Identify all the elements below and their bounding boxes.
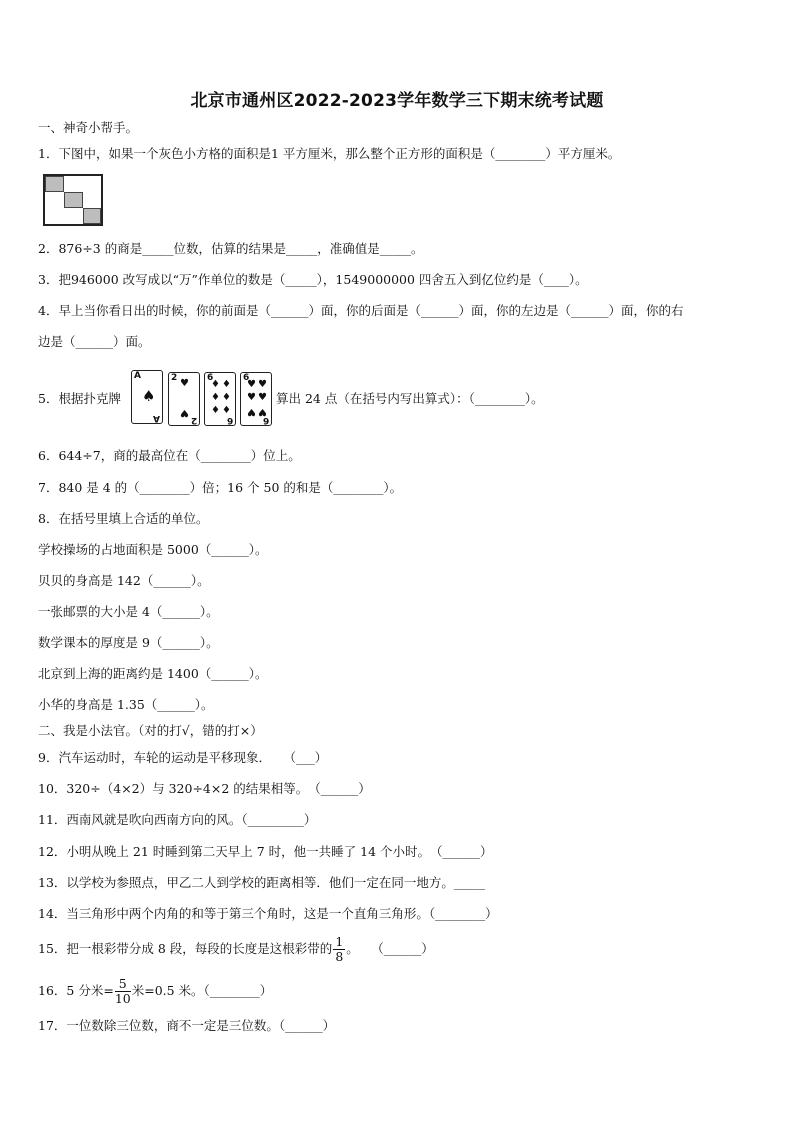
question-16-answer: 米=0.5 米。（________） bbox=[131, 983, 273, 998]
question-14: 14．当三角形中两个内角的和等于第三个角时，这是一个直角三角形。（________） bbox=[38, 906, 498, 921]
question-17: 17．一位数除三位数，商不一定是三位数。（______） bbox=[38, 1018, 336, 1033]
question-10: 10．320÷（4×2）与 320÷4×2 的结果相等。 （______） bbox=[38, 781, 371, 796]
fraction-denominator: 10 bbox=[114, 991, 131, 1006]
question-4-line-1: 4．早上当你看日出的时候，你的前面是（______）面，你的后面是（______）面，你的左边是（______）面，你的右 bbox=[38, 303, 684, 318]
question-8-item: 数学课本的厚度是 9（______）。 bbox=[38, 635, 219, 650]
section-1-heading: 一、神奇小帮手。 bbox=[38, 120, 139, 135]
question-6: 6．644÷7，商的最高位在（________）位上。 bbox=[38, 448, 301, 463]
fraction-one-eighth bbox=[333, 935, 345, 964]
card-rank: 6 bbox=[262, 415, 269, 425]
card-rank: A bbox=[134, 371, 141, 381]
question-5-prefix: 5．根据扑克牌 bbox=[38, 391, 121, 406]
fraction-numerator: 5 bbox=[115, 977, 131, 992]
section-2-heading: 二、我是小法官。（对的打√，错的打×） bbox=[38, 723, 263, 738]
diamond-icon: ♦ bbox=[211, 392, 220, 403]
question-8: 8．在括号里填上合适的单位。 bbox=[38, 511, 209, 526]
heart-icon: ♥ bbox=[258, 392, 267, 403]
question-11: 11．西南风就是吹向西南方向的风。（_________） bbox=[38, 812, 317, 827]
card-rank: 6 bbox=[207, 373, 214, 383]
fraction-five-tenths bbox=[115, 977, 131, 1006]
playing-card-diamond-6 bbox=[204, 372, 236, 426]
question-15-answer: 。 （______） bbox=[346, 941, 434, 956]
heart-icon: ♥ bbox=[180, 378, 189, 389]
question-8-item: 贝贝的身高是 142（______）。 bbox=[38, 573, 210, 588]
question-3: 3．把946000 改写成以“万”作单位的数是（_____），1549000000 四舍五入到亿位约是（____）。 bbox=[38, 272, 588, 287]
question-5-suffix: 算出 24 点（在括号内写出算式）：（________）。 bbox=[276, 391, 544, 406]
question-2: 2．876÷3 的商是_____位数，估算的结果是_____，准确值是_____。 bbox=[38, 241, 424, 256]
gray-cell bbox=[45, 176, 64, 192]
question-15-text: 15．把一根彩带分成 8 段，每段的长度是这根彩带的 bbox=[38, 941, 333, 956]
question-16 bbox=[38, 974, 272, 1008]
heart-icon: ♥ bbox=[258, 406, 267, 417]
playing-card-spade-a bbox=[131, 370, 163, 424]
square-grid-figure bbox=[43, 174, 103, 226]
question-12: 12．小明从晚上 21 时睡到第二天早上 7 时，他一共睡了 14 个小时。 （______） bbox=[38, 844, 493, 859]
gray-cell bbox=[64, 192, 83, 208]
diamond-icon: ♦ bbox=[222, 392, 231, 403]
card-rank: 2 bbox=[171, 373, 178, 383]
spade-icon: ♠ bbox=[142, 387, 156, 405]
card-rank: 6 bbox=[243, 373, 250, 383]
card-rank: 6 bbox=[226, 415, 233, 425]
heart-icon: ♥ bbox=[180, 407, 189, 418]
question-8-item: 一张邮票的大小是 4（______）。 bbox=[38, 604, 219, 619]
card-rank: A bbox=[153, 413, 160, 423]
question-4-line-2: 边是（______）面。 bbox=[38, 334, 151, 349]
question-15 bbox=[38, 932, 434, 966]
question-16-text: 16．5 分米= bbox=[38, 983, 114, 998]
question-7: 7．840 是 4 的（________）倍；16 个 50 的和是（________）。 bbox=[38, 480, 403, 495]
gray-cell bbox=[83, 208, 101, 224]
diamond-icon: ♦ bbox=[222, 405, 231, 416]
diamond-icon: ♦ bbox=[211, 405, 220, 416]
card-rank: 2 bbox=[190, 415, 197, 425]
heart-icon: ♥ bbox=[247, 392, 256, 403]
diamond-icon: ♦ bbox=[222, 379, 231, 390]
page-title: 北京市通州区2022-2023学年数学三下期末统考试题 bbox=[190, 91, 604, 111]
question-1: 1．下图中，如果一个灰色小方格的面积是1 平方厘米，那么整个正方形的面积是（________）平方厘米。 bbox=[38, 146, 621, 161]
playing-card-heart-2 bbox=[168, 372, 200, 426]
question-13: 13．以学校为参照点，甲乙二人到学校的距离相等．他们一定在同一地方。_____ bbox=[38, 875, 486, 890]
fraction-numerator: 1 bbox=[335, 934, 344, 949]
playing-cards bbox=[131, 370, 273, 426]
question-8-item: 小华的身高是 1.35（______）。 bbox=[38, 697, 214, 712]
heart-icon: ♥ bbox=[247, 406, 256, 417]
playing-card-heart-6 bbox=[240, 372, 272, 426]
question-9: 9．汽车运动时，车轮的运动是平移现象． （___） bbox=[38, 750, 328, 765]
heart-icon: ♥ bbox=[247, 379, 256, 390]
question-8-item: 北京到上海的距离约是 1400（______）。 bbox=[38, 666, 268, 681]
heart-icon: ♥ bbox=[258, 379, 267, 390]
question-8-item: 学校操场的占地面积是 5000（______）。 bbox=[38, 542, 268, 557]
fraction-denominator: 8 bbox=[335, 949, 344, 964]
diamond-icon: ♦ bbox=[211, 379, 220, 390]
